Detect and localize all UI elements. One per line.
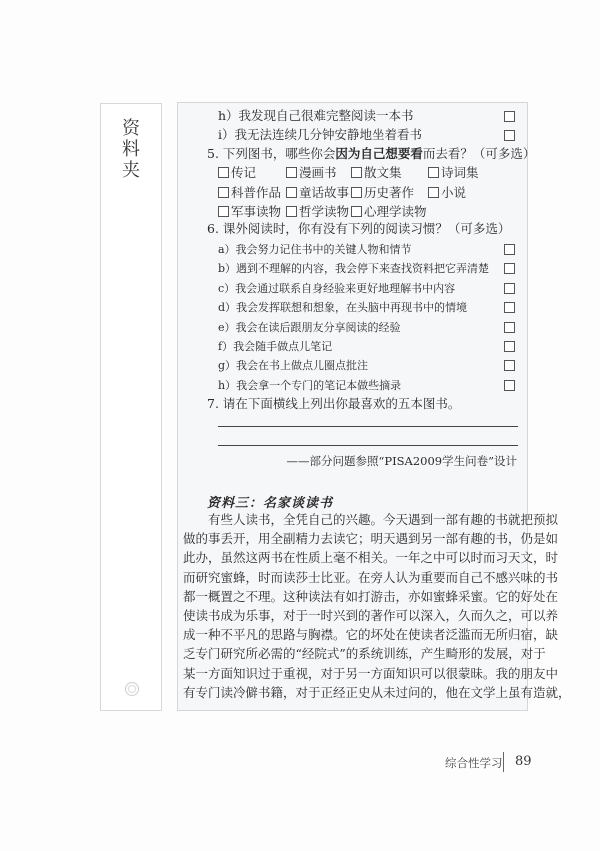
checkbox[interactable]	[504, 341, 515, 352]
option-label: 童话故事	[299, 185, 350, 200]
q6-item: d）我会发挥联想和想象，在头脑中再现书中的情境	[218, 301, 468, 315]
q6-item: f）我会随手做点儿笔记	[218, 340, 333, 353]
checkbox[interactable]	[351, 206, 362, 217]
q5-option[interactable]	[286, 204, 349, 220]
paragraph-line: 有些人读书，全凭自己的兴趣。今天遇到一部有趣的书就把预拟	[208, 512, 559, 527]
option-label: 小说	[441, 185, 467, 200]
checkbox[interactable]	[504, 111, 515, 122]
q5-option[interactable]	[286, 185, 349, 201]
q5-suffix: 而去看？（可多选）	[422, 146, 536, 161]
checkbox[interactable]	[286, 187, 297, 198]
sidebar-panel	[100, 103, 162, 711]
sidebar-title-char: 夹	[122, 160, 140, 181]
q6-item: g）我会在书上做点儿圈点批注	[218, 359, 369, 373]
q4-item-i: i）我无法连续几分钟安静地坐着看书	[218, 127, 422, 142]
q5-prefix: 5. 下列图书，哪些你会	[207, 146, 336, 161]
source-note: ——部分问题参照“PISA2009学生问卷”设计	[286, 454, 517, 468]
checkbox[interactable]	[286, 206, 297, 217]
checkbox[interactable]	[286, 167, 297, 178]
checkbox[interactable]	[504, 380, 515, 391]
checkbox[interactable]	[504, 263, 515, 274]
q5-option[interactable]	[218, 204, 281, 220]
paragraph-line: 成一种不平凡的思路与胸襟。它的坏处在使读者泛滥而无所归宿，缺	[183, 627, 559, 643]
paragraph-line: 有专门读冷僻书籍，对于正经正史从未过问的，他在文学上虽有造就，	[183, 684, 571, 700]
paragraph-line: 而研究蜜蜂，时而读莎士比亚。在旁人认为重要而自己不感兴味的书	[183, 569, 559, 585]
paragraph-line: 使读书成为乐事，对于一时兴到的著作可以深入，久而久之，可以养	[183, 607, 559, 623]
option-label: 历史著作	[364, 185, 415, 200]
q4-item-h: h）我发现自己很难完整阅读一本书	[218, 108, 414, 123]
option-label: 诗词集	[441, 165, 479, 180]
page-number: 89	[515, 754, 532, 769]
option-label: 漫画书	[299, 165, 337, 180]
checkbox[interactable]	[504, 244, 515, 255]
section-paragraph	[183, 510, 571, 702]
option-label: 哲学读物	[299, 204, 350, 219]
checkbox[interactable]	[218, 167, 229, 178]
q5-option[interactable]	[351, 165, 402, 181]
footer-section: 综合性学习	[445, 756, 503, 770]
paragraph-line: 此办，虽然这两书在性质上毫不相关。一年之中可以时而习天文，时	[183, 550, 559, 566]
q5-emphasis: 因为自己想要看	[335, 146, 423, 161]
q6-item: b）遇到不理解的内容，我会停下来查找资料把它弄清楚	[218, 262, 490, 276]
q7-title: 7. 请在下面横线上列出你最喜欢的五本图书。	[207, 396, 461, 411]
q6-item: h）我会拿一个专门的笔记本做些摘录	[218, 378, 402, 392]
q6-item: a）我会努力记住书中的关键人物和情节	[218, 243, 412, 256]
paragraph-line: 乏专门研究所必需的“经院式”的系统训练，产生畸形的发展，对于	[183, 646, 546, 662]
checkbox[interactable]	[351, 187, 362, 198]
q6-title: 6. 课外阅读时，你有没有下列的阅读习惯？（可多选）	[207, 221, 511, 236]
q5-option[interactable]	[218, 185, 281, 201]
paragraph-line: 某一方面知识过于重视，对于另一方面知识可以很蒙昧。我的朋友中	[183, 665, 559, 681]
circle-ornament-icon	[125, 682, 139, 696]
checkbox[interactable]	[504, 322, 515, 333]
content-box	[177, 102, 571, 711]
paragraph-line: 做的事丢开，用全副精力去读它；明天遇到另一部有趣的书，仍是如	[183, 531, 559, 547]
checkbox[interactable]	[504, 302, 515, 313]
checkbox[interactable]	[351, 167, 362, 178]
footer-divider	[503, 752, 504, 772]
paragraph-line: 都一概置之不理。这种读法有如打游击，亦如蜜蜂采蜜。它的好处在	[183, 588, 559, 604]
checkbox[interactable]	[218, 187, 229, 198]
checkbox[interactable]	[218, 206, 229, 217]
q5-option[interactable]	[351, 204, 427, 220]
sidebar-title-char: 资	[122, 118, 140, 139]
checkbox[interactable]	[428, 187, 439, 198]
q5-option[interactable]	[428, 185, 466, 201]
checkbox[interactable]	[504, 130, 515, 141]
q5-option[interactable]	[428, 165, 479, 181]
option-label: 散文集	[364, 165, 402, 180]
option-label: 军事读物	[231, 204, 282, 219]
q5-title	[207, 146, 535, 162]
checkbox[interactable]	[504, 360, 515, 371]
section-title: 资料三：名家谈读书	[207, 496, 334, 511]
option-label: 科普作品	[231, 185, 282, 200]
q5-option[interactable]	[286, 165, 337, 181]
sidebar-title	[121, 118, 141, 181]
q5-option[interactable]	[351, 185, 414, 201]
checkbox[interactable]	[504, 283, 515, 294]
answer-line[interactable]	[218, 426, 518, 427]
checkbox[interactable]	[428, 167, 439, 178]
q5-option[interactable]	[218, 165, 256, 181]
q6-item: c）我会通过联系自身经验来更好地理解书中内容	[218, 281, 456, 295]
answer-line[interactable]	[218, 445, 518, 446]
sidebar-title-char: 料	[122, 139, 140, 160]
option-label: 心理学读物	[364, 204, 427, 219]
option-label: 传记	[231, 165, 257, 180]
q6-item: e）我会在读后跟朋友分享阅读的经验	[218, 320, 401, 334]
